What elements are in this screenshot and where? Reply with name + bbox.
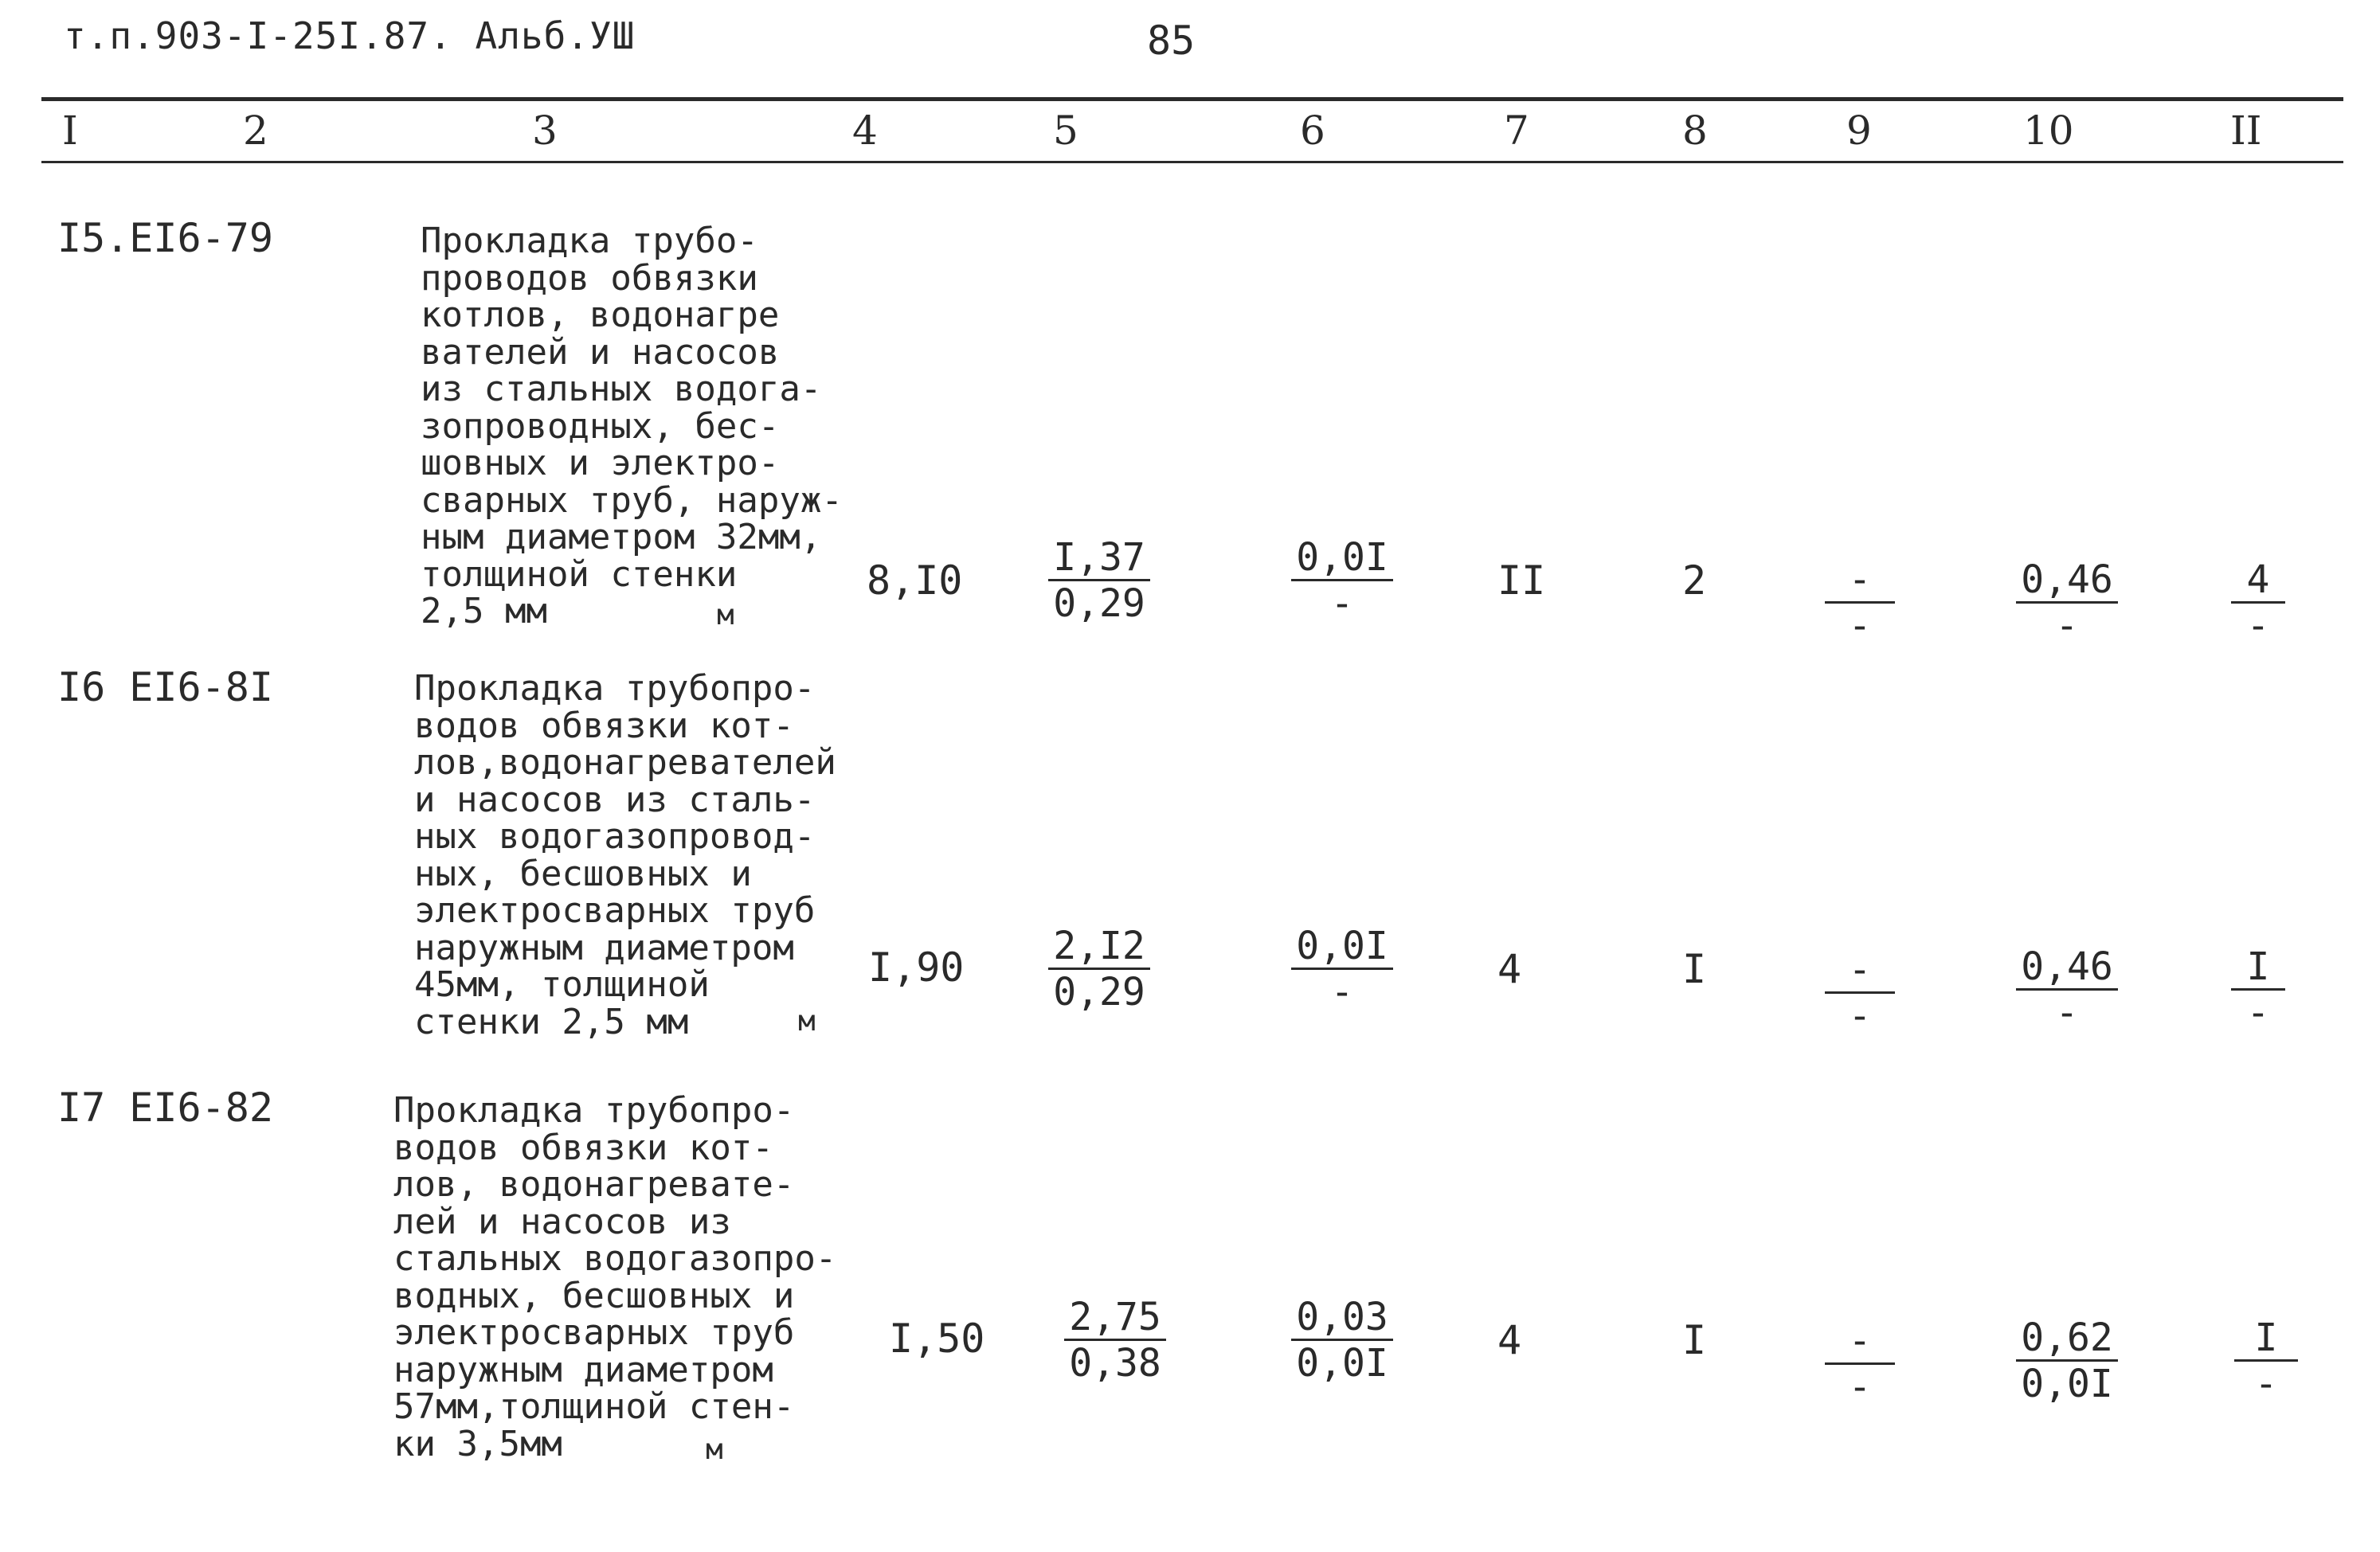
row-fraction-col9 bbox=[1808, 1319, 1912, 1409]
column-number-8: 8 bbox=[1682, 108, 1708, 154]
fraction-denominator: - bbox=[1848, 993, 1872, 1038]
row-value-col7: 4 bbox=[1497, 946, 1522, 992]
fraction-denominator: - bbox=[1848, 603, 1872, 648]
row-description: Прокладка трубопро- водов обвязки кот- лов, водонагревате- лей и насосов из стальных водогазопро- водных, бесшовных и электросварных труб наружным диаметром 57мм,толщиной стен- ки 3,5мм bbox=[393, 1090, 837, 1464]
row-fraction-col5 bbox=[1035, 535, 1163, 625]
column-number-7: 7 bbox=[1504, 108, 1529, 154]
row-value-col8: I bbox=[1682, 946, 1707, 992]
row-fraction-col6 bbox=[1274, 535, 1410, 625]
page-number: 85 bbox=[1147, 18, 1196, 64]
column-number-2: 2 bbox=[243, 108, 268, 154]
fraction-numerator: I bbox=[2231, 946, 2286, 991]
row-description: Прокладка трубо- проводов обвязки котлов, водонагре вателей и насосов из стальных водога- зопроводных, бес- шовных и электро- сварных труб, наруж- ным диаметром 32мм, толщиной стенки 2,5 мм bbox=[421, 221, 843, 631]
fraction-numerator: I bbox=[2234, 1317, 2299, 1362]
row-value-col4: I,50 bbox=[889, 1315, 985, 1362]
row-unit: м bbox=[798, 1005, 816, 1038]
row-fraction-col6 bbox=[1274, 924, 1410, 1014]
fraction-numerator: 2,75 bbox=[1064, 1296, 1166, 1341]
row-fraction-col6 bbox=[1274, 1295, 1410, 1385]
row-description: Прокладка трубопро- водов обвязки кот- лов,водонагревателей и насосов из сталь- ных водогазопровод- ных, бесшовных и электросварных труб наружным диаметром 45мм, толщиной стенки 2,5 мм bbox=[414, 668, 836, 1042]
row-unit: м bbox=[717, 599, 734, 631]
column-number-11: II bbox=[2230, 108, 2262, 154]
row-fraction-col5 bbox=[1035, 924, 1163, 1014]
row-value-col8: 2 bbox=[1682, 557, 1707, 604]
fraction-denominator: 0,29 bbox=[1053, 581, 1145, 626]
fraction-numerator: - bbox=[1825, 559, 1896, 604]
column-number-6: 6 bbox=[1300, 108, 1325, 154]
top-rule bbox=[41, 97, 2343, 101]
fraction-numerator: 0,62 bbox=[2016, 1317, 2118, 1362]
column-number-10: 10 bbox=[2023, 108, 2074, 154]
fraction-denominator: 0,0I bbox=[2021, 1361, 2113, 1406]
column-number-1: I bbox=[62, 108, 78, 154]
row-fraction-col10 bbox=[2007, 944, 2127, 1034]
column-number-9: 9 bbox=[1846, 108, 1872, 154]
document-reference: т.п.903-I-25I.87. Альб.УШ bbox=[64, 14, 636, 57]
fraction-numerator: 0,03 bbox=[1291, 1296, 1393, 1341]
fraction-denominator: - bbox=[2246, 603, 2270, 648]
fraction-numerator: 0,46 bbox=[2016, 559, 2118, 604]
row-code: I5.EI6-79 bbox=[57, 215, 273, 261]
row-value-col8: I bbox=[1682, 1317, 1707, 1363]
row-value-col4: 8,I0 bbox=[867, 557, 963, 604]
fraction-numerator: I,37 bbox=[1048, 537, 1150, 581]
fraction-numerator: 2,I2 bbox=[1048, 925, 1150, 970]
row-fraction-col9 bbox=[1808, 948, 1912, 1038]
fraction-numerator: 0,46 bbox=[2016, 946, 2118, 991]
fraction-denominator: - bbox=[1330, 581, 1354, 626]
row-value-col4: I,90 bbox=[868, 944, 965, 991]
fraction-denominator: - bbox=[1848, 1364, 1872, 1409]
fraction-denominator: - bbox=[2254, 1361, 2278, 1406]
row-code: I6 EI6-8I bbox=[57, 664, 273, 710]
row-unit: м bbox=[706, 1433, 723, 1466]
fraction-denominator: - bbox=[1330, 969, 1354, 1014]
row-fraction-col11 bbox=[2214, 944, 2302, 1034]
fraction-numerator: 4 bbox=[2231, 559, 2286, 604]
row-fraction-col10 bbox=[2007, 557, 2127, 647]
row-value-col7: 4 bbox=[1497, 1317, 1522, 1363]
row-fraction-col11 bbox=[2214, 557, 2302, 647]
row-fraction-col11 bbox=[2214, 1315, 2318, 1405]
fraction-denominator: 0,29 bbox=[1053, 969, 1145, 1014]
fraction-numerator: - bbox=[1825, 1320, 1896, 1365]
row-fraction-col10 bbox=[2007, 1315, 2127, 1405]
fraction-numerator: - bbox=[1825, 949, 1896, 994]
fraction-denominator: - bbox=[2055, 603, 2079, 648]
fraction-denominator: 0,0I bbox=[1296, 1340, 1388, 1386]
row-fraction-col5 bbox=[1051, 1295, 1179, 1385]
fraction-numerator: 0,0I bbox=[1291, 537, 1393, 581]
column-number-3: 3 bbox=[532, 108, 558, 154]
row-code: I7 EI6-82 bbox=[57, 1085, 273, 1131]
header-rule bbox=[41, 161, 2343, 163]
row-fraction-col9 bbox=[1808, 557, 1912, 647]
column-number-4: 4 bbox=[852, 108, 878, 154]
fraction-denominator: - bbox=[2246, 990, 2270, 1035]
row-value-col7: II bbox=[1497, 557, 1546, 604]
fraction-denominator: 0,38 bbox=[1069, 1340, 1161, 1386]
column-number-5: 5 bbox=[1053, 108, 1078, 154]
fraction-denominator: - bbox=[2055, 990, 2079, 1035]
fraction-numerator: 0,0I bbox=[1291, 925, 1393, 970]
